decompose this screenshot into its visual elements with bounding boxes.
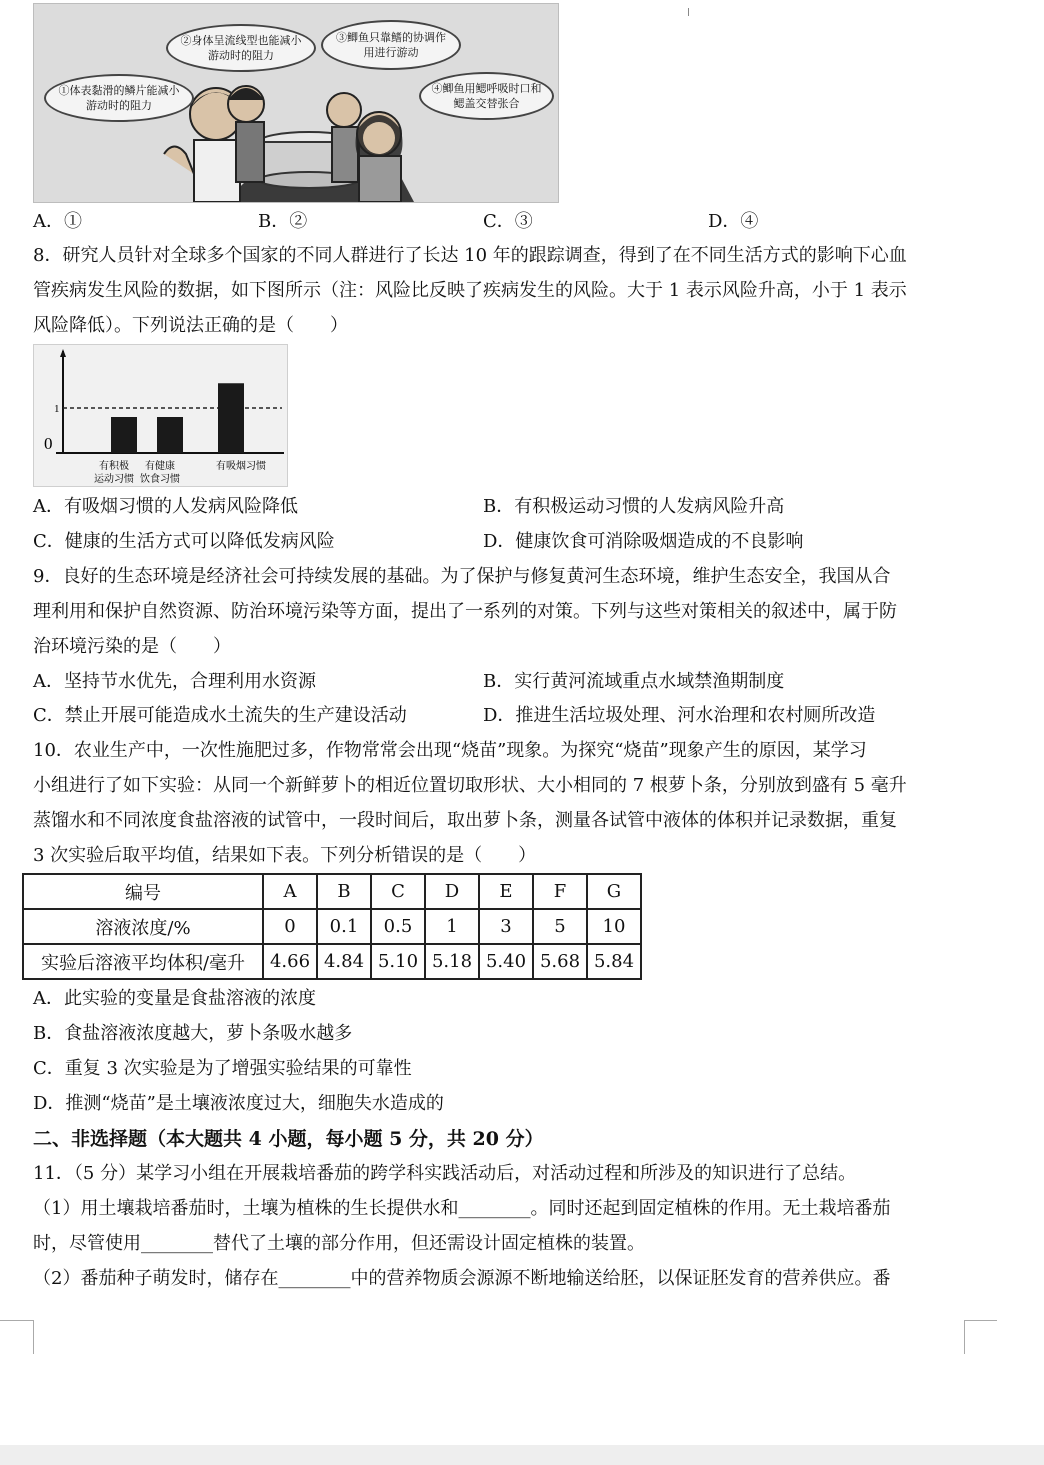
speech-bubble-4: ④鲫鱼用鳃呼吸时口和鳃盖交替张合: [419, 72, 554, 120]
section-2-heading: 二、非选择题（本大题共 4 小题，每小题 5 分，共 20 分）: [33, 1128, 544, 1150]
table-cell: 5.10: [371, 944, 425, 979]
table-row-id: [23, 874, 641, 909]
q10-option-d: D．推测“烧苗”是土壤液浓度过大，细胞失水造成的: [33, 1093, 444, 1114]
table-row-volume: [23, 944, 641, 979]
table-cell: 4.66: [263, 944, 317, 979]
q8-stem-line-1: 8．研究人员针对全球多个国家的不同人群进行了长达 10 年的跟踪调查，得到了在不同生活方式的影响下心血: [33, 245, 907, 266]
y-axis-arrow: [60, 349, 66, 357]
speech-bubble-2: ②身体呈流线型也能减小游动时的阻力: [166, 24, 316, 72]
y-tick-1: 1: [54, 403, 60, 415]
q8-stem-line-3: 风险降低）。下列说法正确的是（ ）: [33, 315, 348, 336]
q8-option-c: C．健康的生活方式可以降低发病风险: [33, 531, 335, 552]
q7-option-a: A．①: [33, 211, 82, 232]
speech-bubble-1: ①体表黏滑的鳞片能减小游动时的阻力: [44, 74, 194, 122]
table-cell: A: [263, 874, 317, 909]
table-cell: 5.84: [587, 944, 641, 979]
q10-stem-line-1: 10．农业生产中，一次性施肥过多，作物常常会出现“烧苗”现象。为探究“烧苗”现象产生的原因，某学习: [33, 740, 867, 761]
q11-stem-line-1: 11．（5 分）某学习小组在开展栽培番茄的跨学科实践活动后，对活动过程和所涉及的知识进行了总结。: [33, 1163, 857, 1184]
x-tick-label-1-line-2: 运动习惯: [94, 474, 134, 485]
table-cell: 1: [425, 909, 479, 944]
q7-option-b: B．②: [258, 211, 308, 232]
fish-discussion-illustration: [33, 3, 559, 203]
table-row-concentration: [23, 909, 641, 944]
y-tick-0: 0: [44, 434, 53, 453]
q10-option-a: A．此实验的变量是食盐溶液的浓度: [33, 988, 316, 1009]
q9-stem-line-1: 9．良好的生态环境是经济社会可持续发展的基础。为了保护与修复黄河生态环境，维护生态安全，我国从合: [33, 566, 891, 587]
table-cell: F: [533, 874, 587, 909]
q8-stem-line-2: 管疾病发生风险的数据，如下图所示（注：风险比反映了疾病发生的风险。大于 1 表示风险升高，小于 1 表示: [33, 280, 907, 301]
q8-option-a: A．有吸烟习惯的人发病风险降低: [33, 496, 298, 517]
table-cell: 0.5: [371, 909, 425, 944]
x-tick-label-2-line-2: 饮食习惯: [140, 474, 180, 485]
q11-part-1-line-1: （1）用土壤栽培番茄时，土壤为植株的生长提供水和________。同时还起到固定植株的作用。无土栽培番茄: [33, 1198, 891, 1219]
table-cell: 3: [479, 909, 533, 944]
table-row-header: 编号: [23, 874, 263, 909]
table-cell: 0: [263, 909, 317, 944]
risk-ratio-chart-svg: [34, 345, 287, 486]
table-cell: 5.68: [533, 944, 587, 979]
table-cell: E: [479, 874, 533, 909]
q11-part-1-line-2: 时，尽管使用________替代了土壤的部分作用，但还需设计固定植株的装置。: [33, 1233, 645, 1254]
table-cell: C: [371, 874, 425, 909]
table-cell: 0.1: [317, 909, 371, 944]
q9-stem-line-2: 理利用和保护自然资源、防治环境污染等方面，提出了一系列的对策。下列与这些对策相关的叙述中，属于防: [33, 601, 897, 622]
bar-3: [218, 383, 244, 453]
q7-option-c: C．③: [483, 211, 533, 232]
q10-stem-line-3: 蒸馏水和不同浓度食盐溶液的试管中，一段时间后，取出萝卜条，测量各试管中液体的体积并记录数据，重复: [33, 810, 897, 831]
experiment-data-table: [22, 873, 642, 980]
q9-option-d: D．推进生活垃圾处理、河水治理和农村厕所改造: [483, 705, 876, 726]
q10-stem-line-2: 小组进行了如下实验：从同一个新鲜萝卜的相近位置切取形状、大小相同的 7 根萝卜条，分别放到盛有 5 毫升: [33, 775, 907, 796]
table-cell: B: [317, 874, 371, 909]
corner-mark-right-v: [964, 1320, 965, 1354]
table-cell: D: [425, 874, 479, 909]
table-cell: 5: [533, 909, 587, 944]
bar-1: [111, 417, 137, 453]
x-tick-label-1-line-1: 有积极: [99, 461, 129, 472]
corner-mark-right-h: [964, 1320, 997, 1321]
speech-bubble-3: ③鲫鱼只靠鳍的协调作用进行游动: [321, 20, 461, 70]
table-row-header: 实验后溶液平均体积/毫升: [23, 944, 263, 979]
q11-part-2-line-1: （2）番茄种子萌发时，储存在________中的营养物质会源源不断地输送给胚，以保证胚发育的营养供应。番: [33, 1268, 891, 1289]
x-tick-label-3-line-1: 有吸烟习惯: [216, 461, 266, 472]
risk-ratio-bar-chart: [33, 344, 288, 487]
corner-mark-left-v: [33, 1320, 34, 1354]
q10-option-c: C．重复 3 次实验是为了增强实验结果的可靠性: [33, 1058, 412, 1079]
table-cell: 5.18: [425, 944, 479, 979]
q7-option-d: D．④: [708, 211, 759, 232]
table-cell: 10: [587, 909, 641, 944]
x-tick-label-2-line-1: 有健康: [145, 461, 175, 472]
table-cell: 4.84: [317, 944, 371, 979]
corner-mark-left-h: [0, 1320, 33, 1321]
q8-option-d: D．健康饮食可消除吸烟造成的不良影响: [483, 531, 804, 552]
table-row-header: 溶液浓度/%: [23, 909, 263, 944]
table-cell: G: [587, 874, 641, 909]
page-footer-strip: [0, 1445, 1044, 1465]
page-mark: [688, 8, 689, 16]
table-cell: 5.40: [479, 944, 533, 979]
q9-option-b: B．实行黄河流域重点水域禁渔期制度: [483, 671, 785, 692]
q9-option-a: A．坚持节水优先，合理利用水资源: [33, 671, 316, 692]
bar-2: [157, 417, 183, 453]
q9-option-c: C．禁止开展可能造成水土流失的生产建设活动: [33, 705, 407, 726]
q10-stem-line-4: 3 次实验后取平均值，结果如下表。下列分析错误的是（ ）: [33, 845, 537, 866]
q9-stem-line-3: 治环境污染的是（ ）: [33, 636, 231, 657]
q10-option-b: B．食盐溶液浓度越大，萝卜条吸水越多: [33, 1023, 353, 1044]
q8-option-b: B．有积极运动习惯的人发病风险升高: [483, 496, 785, 517]
